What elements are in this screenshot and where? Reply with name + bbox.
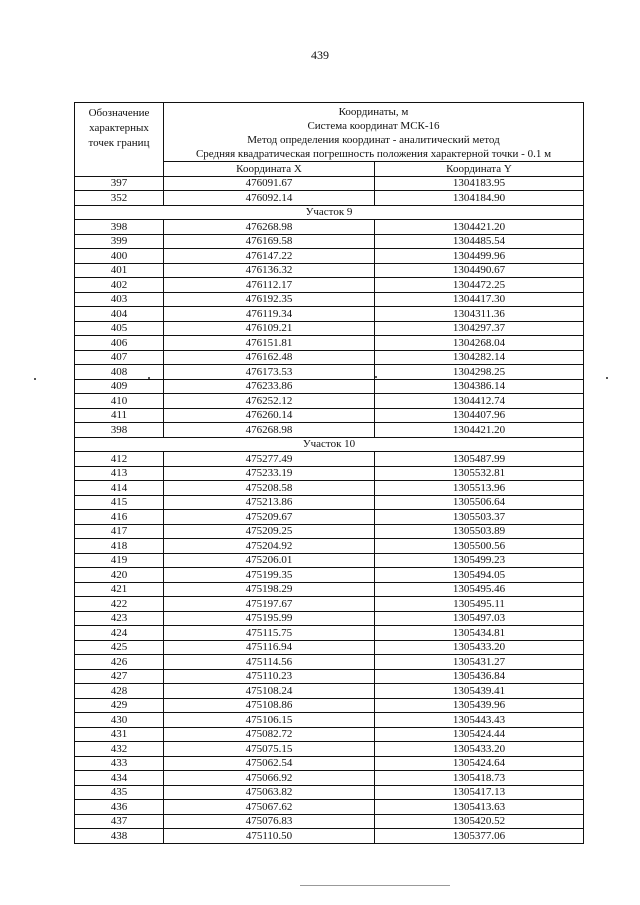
point-cell: 416 bbox=[75, 510, 164, 525]
point-cell: 433 bbox=[75, 756, 164, 771]
x-cell: 475075.15 bbox=[164, 742, 375, 757]
x-cell: 476260.14 bbox=[164, 408, 375, 423]
table-row bbox=[75, 771, 584, 786]
scan-line bbox=[300, 885, 450, 886]
x-cell: 475209.25 bbox=[164, 524, 375, 539]
y-cell: 1305503.89 bbox=[375, 524, 584, 539]
scan-dot bbox=[148, 377, 150, 379]
point-cell: 410 bbox=[75, 394, 164, 409]
point-cell: 412 bbox=[75, 452, 164, 467]
table-row bbox=[75, 379, 584, 394]
y-cell: 1305433.20 bbox=[375, 640, 584, 655]
table-row bbox=[75, 539, 584, 554]
y-cell: 1304298.25 bbox=[375, 365, 584, 380]
x-cell: 476252.12 bbox=[164, 394, 375, 409]
header-col-x: Координата X bbox=[164, 162, 375, 177]
point-cell: 432 bbox=[75, 742, 164, 757]
point-cell: 404 bbox=[75, 307, 164, 322]
x-cell: 475209.67 bbox=[164, 510, 375, 525]
x-cell: 476119.34 bbox=[164, 307, 375, 322]
point-cell: 429 bbox=[75, 698, 164, 713]
y-cell: 1305420.52 bbox=[375, 814, 584, 829]
y-cell: 1305513.96 bbox=[375, 481, 584, 496]
point-cell: 406 bbox=[75, 336, 164, 351]
header-point-designation bbox=[75, 103, 164, 177]
table-row bbox=[75, 756, 584, 771]
table-row bbox=[75, 176, 584, 191]
table-row bbox=[75, 640, 584, 655]
header-right-line: Средняя квадратическая погрешность положения характерной точки - 0.1 м bbox=[195, 148, 552, 160]
table-row bbox=[75, 408, 584, 423]
x-cell: 476268.98 bbox=[164, 423, 375, 438]
x-cell: 476151.81 bbox=[164, 336, 375, 351]
table-row bbox=[75, 655, 584, 670]
point-cell: 400 bbox=[75, 249, 164, 264]
y-cell: 1305433.20 bbox=[375, 742, 584, 757]
table-row bbox=[75, 394, 584, 409]
header-coordinates-info bbox=[164, 103, 584, 162]
x-cell: 475063.82 bbox=[164, 785, 375, 800]
table-row bbox=[75, 553, 584, 568]
table-row bbox=[75, 292, 584, 307]
table-row bbox=[75, 423, 584, 438]
x-cell: 475277.49 bbox=[164, 452, 375, 467]
y-cell: 1305487.99 bbox=[375, 452, 584, 467]
x-cell: 475115.75 bbox=[164, 626, 375, 641]
coordinates-table bbox=[74, 102, 584, 844]
table-row bbox=[75, 336, 584, 351]
y-cell: 1305495.11 bbox=[375, 597, 584, 612]
x-cell: 476268.98 bbox=[164, 220, 375, 235]
point-cell: 436 bbox=[75, 800, 164, 815]
point-cell: 399 bbox=[75, 234, 164, 249]
point-cell: 426 bbox=[75, 655, 164, 670]
point-cell: 417 bbox=[75, 524, 164, 539]
point-cell: 423 bbox=[75, 611, 164, 626]
table-row bbox=[75, 350, 584, 365]
y-cell: 1305443.43 bbox=[375, 713, 584, 728]
y-cell: 1305506.64 bbox=[375, 495, 584, 510]
point-cell: 398 bbox=[75, 220, 164, 235]
table-row bbox=[75, 800, 584, 815]
page-number: 439 bbox=[311, 48, 329, 62]
point-cell: 403 bbox=[75, 292, 164, 307]
point-cell: 434 bbox=[75, 771, 164, 786]
table-row bbox=[75, 481, 584, 496]
table-row bbox=[75, 597, 584, 612]
table-row bbox=[75, 452, 584, 467]
x-cell: 475114.56 bbox=[164, 655, 375, 670]
section-row bbox=[75, 205, 584, 220]
y-cell: 1304183.95 bbox=[375, 176, 584, 191]
x-cell: 475110.23 bbox=[164, 669, 375, 684]
point-cell: 420 bbox=[75, 568, 164, 583]
y-cell: 1304421.20 bbox=[375, 220, 584, 235]
header-right-line: Координаты, м bbox=[338, 106, 409, 118]
x-cell: 476136.32 bbox=[164, 263, 375, 278]
y-cell: 1305418.73 bbox=[375, 771, 584, 786]
table-row bbox=[75, 742, 584, 757]
header-col-y: Координата Y bbox=[375, 162, 584, 177]
y-cell: 1304311.36 bbox=[375, 307, 584, 322]
point-cell: 425 bbox=[75, 640, 164, 655]
y-cell: 1305424.64 bbox=[375, 756, 584, 771]
point-cell: 428 bbox=[75, 684, 164, 699]
table-row bbox=[75, 234, 584, 249]
y-cell: 1305497.03 bbox=[375, 611, 584, 626]
header-row bbox=[75, 103, 584, 162]
point-cell: 411 bbox=[75, 408, 164, 423]
x-cell: 475062.54 bbox=[164, 756, 375, 771]
point-cell: 419 bbox=[75, 553, 164, 568]
y-cell: 1304499.96 bbox=[375, 249, 584, 264]
section-title: Участок 10 bbox=[75, 437, 584, 452]
y-cell: 1304472.25 bbox=[375, 278, 584, 293]
x-cell: 475208.58 bbox=[164, 481, 375, 496]
point-cell: 437 bbox=[75, 814, 164, 829]
point-cell: 413 bbox=[75, 466, 164, 481]
coordinates-table-body bbox=[75, 103, 584, 844]
x-cell: 475198.29 bbox=[164, 582, 375, 597]
x-cell: 476162.48 bbox=[164, 350, 375, 365]
table-row bbox=[75, 365, 584, 380]
point-cell: 397 bbox=[75, 176, 164, 191]
table-row bbox=[75, 307, 584, 322]
table-row bbox=[75, 814, 584, 829]
table-row bbox=[75, 785, 584, 800]
table-row bbox=[75, 611, 584, 626]
x-cell: 475195.99 bbox=[164, 611, 375, 626]
x-cell: 475116.94 bbox=[164, 640, 375, 655]
table-row bbox=[75, 727, 584, 742]
x-cell: 476173.53 bbox=[164, 365, 375, 380]
table-row bbox=[75, 829, 584, 844]
y-cell: 1304421.20 bbox=[375, 423, 584, 438]
table-row bbox=[75, 698, 584, 713]
point-cell: 414 bbox=[75, 481, 164, 496]
table-row bbox=[75, 263, 584, 278]
table-row bbox=[75, 321, 584, 336]
table-row bbox=[75, 220, 584, 235]
section-title: Участок 9 bbox=[75, 205, 584, 220]
x-cell: 475067.62 bbox=[164, 800, 375, 815]
x-cell: 475197.67 bbox=[164, 597, 375, 612]
y-cell: 1305431.27 bbox=[375, 655, 584, 670]
point-cell: 405 bbox=[75, 321, 164, 336]
table-row bbox=[75, 278, 584, 293]
point-cell: 421 bbox=[75, 582, 164, 597]
x-cell: 476091.67 bbox=[164, 176, 375, 191]
x-cell: 476112.17 bbox=[164, 278, 375, 293]
header-left-line: Обозначение bbox=[88, 107, 150, 119]
table-row bbox=[75, 495, 584, 510]
x-cell: 475108.86 bbox=[164, 698, 375, 713]
point-cell: 422 bbox=[75, 597, 164, 612]
y-cell: 1304490.67 bbox=[375, 263, 584, 278]
y-cell: 1305424.44 bbox=[375, 727, 584, 742]
table-row bbox=[75, 684, 584, 699]
point-cell: 431 bbox=[75, 727, 164, 742]
header-right-line: Метод определения координат - аналитический метод bbox=[247, 134, 500, 146]
scan-dot bbox=[606, 377, 608, 379]
header-left-line: точек границ bbox=[88, 137, 150, 149]
x-cell: 475206.01 bbox=[164, 553, 375, 568]
x-cell: 476147.22 bbox=[164, 249, 375, 264]
y-cell: 1305500.56 bbox=[375, 539, 584, 554]
table-row bbox=[75, 582, 584, 597]
y-cell: 1304417.30 bbox=[375, 292, 584, 307]
point-cell: 427 bbox=[75, 669, 164, 684]
x-cell: 476092.14 bbox=[164, 191, 375, 206]
point-cell: 415 bbox=[75, 495, 164, 510]
y-cell: 1305439.41 bbox=[375, 684, 584, 699]
table-row bbox=[75, 669, 584, 684]
x-cell: 475076.83 bbox=[164, 814, 375, 829]
point-cell: 430 bbox=[75, 713, 164, 728]
point-cell: 409 bbox=[75, 379, 164, 394]
y-cell: 1305503.37 bbox=[375, 510, 584, 525]
y-cell: 1305417.13 bbox=[375, 785, 584, 800]
scan-dot bbox=[34, 378, 36, 380]
x-cell: 476233.86 bbox=[164, 379, 375, 394]
table-row bbox=[75, 510, 584, 525]
y-cell: 1305413.63 bbox=[375, 800, 584, 815]
y-cell: 1304268.04 bbox=[375, 336, 584, 351]
point-cell: 424 bbox=[75, 626, 164, 641]
x-cell: 475066.92 bbox=[164, 771, 375, 786]
x-cell: 475106.15 bbox=[164, 713, 375, 728]
y-cell: 1305377.06 bbox=[375, 829, 584, 844]
point-cell: 401 bbox=[75, 263, 164, 278]
x-cell: 475199.35 bbox=[164, 568, 375, 583]
point-cell: 352 bbox=[75, 191, 164, 206]
point-cell: 418 bbox=[75, 539, 164, 554]
table-row bbox=[75, 626, 584, 641]
table-row bbox=[75, 191, 584, 206]
point-cell: 407 bbox=[75, 350, 164, 365]
y-cell: 1304282.14 bbox=[375, 350, 584, 365]
y-cell: 1304412.74 bbox=[375, 394, 584, 409]
table-row bbox=[75, 249, 584, 264]
point-cell: 408 bbox=[75, 365, 164, 380]
x-cell: 475110.50 bbox=[164, 829, 375, 844]
y-cell: 1304184.90 bbox=[375, 191, 584, 206]
y-cell: 1305499.23 bbox=[375, 553, 584, 568]
x-cell: 475082.72 bbox=[164, 727, 375, 742]
y-cell: 1304407.96 bbox=[375, 408, 584, 423]
point-cell: 402 bbox=[75, 278, 164, 293]
table-row bbox=[75, 466, 584, 481]
y-cell: 1305532.81 bbox=[375, 466, 584, 481]
x-cell: 475204.92 bbox=[164, 539, 375, 554]
table-row bbox=[75, 568, 584, 583]
y-cell: 1304386.14 bbox=[375, 379, 584, 394]
section-row bbox=[75, 437, 584, 452]
header-right-line: Система координат МСК-16 bbox=[307, 120, 440, 132]
table-row bbox=[75, 524, 584, 539]
y-cell: 1304485.54 bbox=[375, 234, 584, 249]
x-cell: 475213.86 bbox=[164, 495, 375, 510]
header-left-line: характерных bbox=[89, 122, 149, 134]
point-cell: 398 bbox=[75, 423, 164, 438]
x-cell: 476169.58 bbox=[164, 234, 375, 249]
x-cell: 476109.21 bbox=[164, 321, 375, 336]
table-row bbox=[75, 713, 584, 728]
point-cell: 435 bbox=[75, 785, 164, 800]
y-cell: 1305439.96 bbox=[375, 698, 584, 713]
x-cell: 475108.24 bbox=[164, 684, 375, 699]
y-cell: 1305436.84 bbox=[375, 669, 584, 684]
y-cell: 1305494.05 bbox=[375, 568, 584, 583]
y-cell: 1305495.46 bbox=[375, 582, 584, 597]
y-cell: 1304297.37 bbox=[375, 321, 584, 336]
x-cell: 475233.19 bbox=[164, 466, 375, 481]
scan-dot bbox=[375, 376, 377, 378]
x-cell: 476192.35 bbox=[164, 292, 375, 307]
point-cell: 438 bbox=[75, 829, 164, 844]
y-cell: 1305434.81 bbox=[375, 626, 584, 641]
